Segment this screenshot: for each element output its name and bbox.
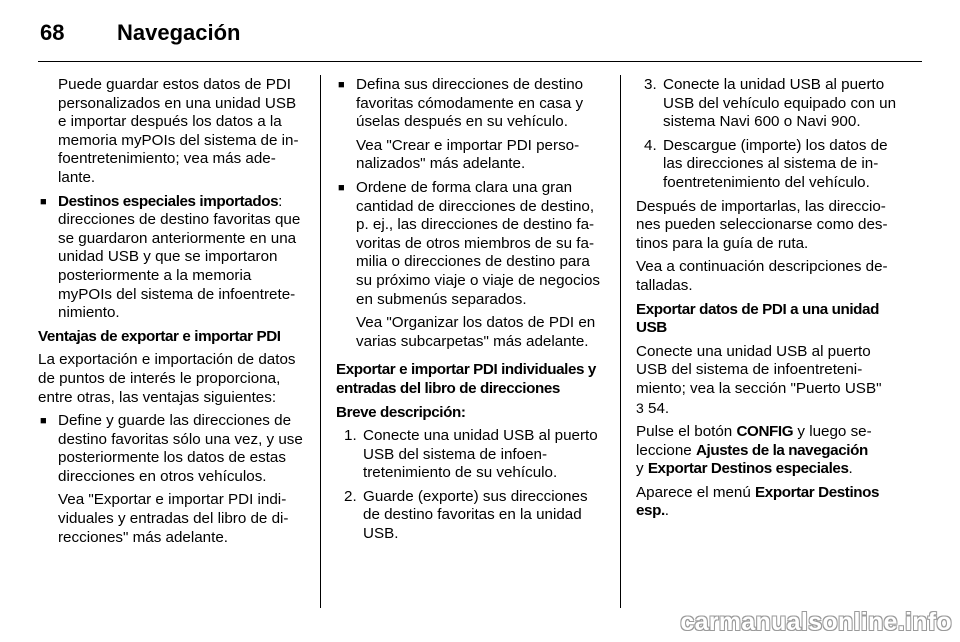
step-number: 1. [344, 427, 357, 445]
export-usb-text: Conecte una unidad USB al puerto USB del sistema de infoentretenimiento; vea la sección "Puerto USB" 3 54. [636, 342, 882, 417]
intro-paragraph: Puede guardar estos datos de PDI personalizados en una unidad USB e importar después los datos a la memoria myPOIs del sistema de infoentretenimiento; vea más adelante. [58, 76, 299, 186]
bullet-text: Ordene de forma clara una gran cantidad de direcciones de destino, p. ej., las direcciones de destino favoritas de otros miembros de su familia o direcciones de destino para su próximo viaje o viaje de negocios en submenús separados. [356, 178, 600, 308]
column-1 [38, 76, 306, 552]
bullet-note: Vea "Exportar e importar PDI individuales y entradas del libro de direcciones" más adelante. [58, 491, 289, 546]
after-import-paragraph: Después de importarlas, las direcciones pueden seleccionarse como destinos para la guía de ruta. [636, 197, 888, 252]
navigation-settings-label: Ajustes de la navegación [695, 441, 868, 459]
step-2 [336, 488, 606, 544]
bullet-define-at-home [336, 76, 606, 174]
bullet-note: Vea "Organizar los datos de PDI en varias subcarpetas" más adelante. [356, 314, 596, 350]
bullet-note: Vea "Crear e importar PDI personalizados" más adelante. [356, 136, 580, 173]
advantages-heading: Ventajas de exportar e importar PDI [38, 327, 281, 345]
bullet-title: Destinos especiales importados [58, 192, 279, 210]
bullet-text: direcciones de destino favoritas que se guardaron anteriormente en una unidad USB y que se importaron posteriormente a la memoria myPOIs del sistema de infoentretenimiento. [58, 211, 301, 322]
bullet-define-once [38, 412, 306, 547]
export-special-destinations-label: Exportar Destinos especiales [647, 460, 849, 478]
config-button-label: CONFIG [736, 423, 794, 441]
section-title: Navegación [117, 20, 241, 45]
export-import-heading: Exportar e importar PDI individuales y entradas del libro de direcciones [336, 361, 596, 397]
column-2 [336, 76, 606, 549]
bullet-imported-destinations [38, 193, 306, 323]
page-number: 68 [40, 20, 65, 45]
bullet-title-colon: : [278, 192, 283, 210]
export-destinations-menu-label: Exportar Destinos esp. [636, 483, 880, 520]
bullet-marker: ■ [40, 415, 47, 428]
step-number: 3. [644, 76, 657, 93]
step-text: Guarde (exporte) sus direcciones de destino favoritas en la unidad USB. [363, 487, 588, 543]
details-paragraph: Vea a continuación descripciones detalladas. [636, 258, 888, 294]
header-rule [38, 61, 922, 62]
step-3 [636, 76, 904, 132]
column-divider-right [620, 75, 621, 608]
column-3 [636, 76, 904, 526]
bullet-marker: ■ [338, 181, 345, 194]
advantages-text: La exportación e importación de datos de puntos de interés le proporciona, entre otras, las ventajas siguientes: [38, 351, 296, 406]
step-4 [636, 137, 904, 193]
menu-appears-paragraph: Aparece el menú Exportar Destinos esp.. [636, 483, 880, 520]
column-divider-left [320, 75, 321, 608]
step-1 [336, 427, 606, 483]
reference-page: 54. [648, 399, 670, 417]
step-text: Conecte la unidad USB al puerto USB del vehículo equipado con un sistema Navi 600 o Navi 900. [663, 76, 897, 131]
bullet-marker: ■ [40, 195, 47, 208]
step-text: Conecte una unidad USB al puerto USB del sistema de infoentretenimiento de su vehículo. [363, 427, 598, 482]
bullet-marker: ■ [338, 79, 345, 91]
step-text: Descargue (importe) los datos de las direcciones al sistema de infoentretenimiento del vehículo. [663, 136, 888, 191]
bullet-text: Define y guarde las direcciones de destino favoritas sólo una vez, y use posteriormente los datos de estas direcciones en otros vehículos. [58, 412, 303, 485]
reference-arrow-icon: 3 [636, 399, 644, 416]
step-number: 2. [344, 487, 357, 505]
bullet-text: Defina sus direcciones de destino favoritas cómodamente en casa y úselas después en su vehículo. [356, 76, 584, 131]
bullet-organize [336, 179, 606, 351]
export-usb-heading: Exportar datos de PDI a una unidad USB [636, 300, 879, 337]
step-number: 4. [644, 136, 657, 154]
press-config-paragraph: Pulse el botón CONFIG y luego seleccione Ajustes de la navegación y Exportar Destinos especiales. [636, 423, 872, 478]
watermark: carmanualsonline.info [680, 608, 952, 636]
short-description-heading: Breve descripción: [336, 403, 466, 421]
